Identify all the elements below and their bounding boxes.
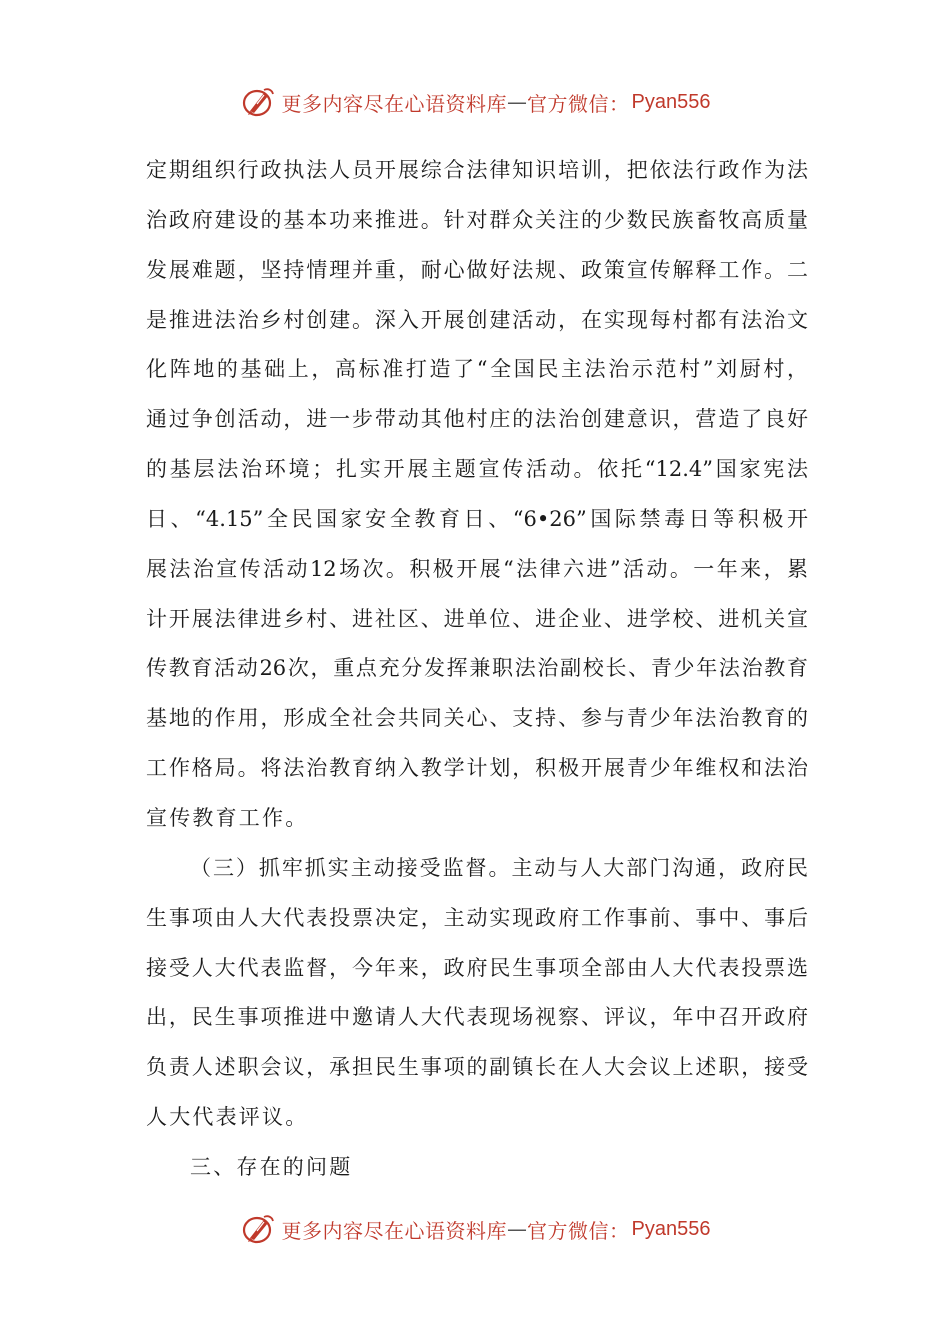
body-line: 通过争创活动，进一步带动其他村庄的法治创建意识，营造了良好 xyxy=(146,407,808,432)
body-line: 接受人大代表监督，今年来，政府民生事项全部由人大代表投票选 xyxy=(146,955,808,980)
body-line: 化阵地的基础上，高标准打造了“全国民主法治示范村”刘厨村， xyxy=(146,357,808,382)
body-line: 宣传教育工作。 xyxy=(146,805,309,830)
footer-wechat-id: Pyan556 xyxy=(631,1217,711,1240)
section-heading: 三、存在的问题 xyxy=(190,1154,353,1179)
body-line: 出，民生事项推进中邀请人大代表现场视察、评议，年中召开政府 xyxy=(146,1005,808,1030)
pen-nib-logo-icon xyxy=(240,1211,276,1247)
body-line: 的基层法治环境；扎实开展主题宣传活动。依托“12.4”国家宪法 xyxy=(146,457,808,482)
body-line: 定期组织行政执法人员开展综合法律知识培训，把依法行政作为法 xyxy=(146,158,808,182)
header-wechat-id: Pyan556 xyxy=(631,90,711,113)
body-line: 人大代表评议。 xyxy=(146,1105,309,1130)
body-line: 负责人述职会议，承担民生事项的副镇长在人大会议上述职，接受 xyxy=(146,1055,808,1080)
body-line: 基地的作用，形成全社会共同关心、支持、参与青少年法治教育的 xyxy=(146,706,808,731)
footer-banner-text: 更多内容尽在心语资料库 xyxy=(281,1218,508,1243)
body-line: 计开展法律进乡村、进社区、进单位、进企业、进学校、进机关宣 xyxy=(146,606,808,631)
header-banner-suffix: 官方微信： xyxy=(527,91,630,116)
body-line: 治政府建设的基本功来推进。针对群众关注的少数民族畜牧高质量 xyxy=(146,207,808,232)
body-line: 是推进法治乡村创建。深入开展创建活动，在实现每村都有法治文 xyxy=(146,307,808,332)
footer-banner xyxy=(0,1209,950,1249)
document-body xyxy=(146,146,808,1193)
body-line-section-heading: （三）抓牢抓实主动接受监督。主动与人大部门沟通，政府民 xyxy=(190,855,808,880)
header-banner-text: 更多内容尽在心语资料库 xyxy=(281,91,508,116)
footer-banner-dash: — xyxy=(507,1217,528,1241)
pen-nib-logo-icon xyxy=(240,84,276,120)
header-banner-dash: — xyxy=(507,90,528,114)
header-banner xyxy=(0,82,950,122)
body-line: 传教育活动26次，重点充分发挥兼职法治副校长、青少年法治教育 xyxy=(146,656,808,681)
body-line: 日、“4.15”全民国家安全教育日、“6•26”国际禁毒日等积极开 xyxy=(146,506,808,531)
body-line: 生事项由人大代表投票决定，主动实现政府工作事前、事中、事后 xyxy=(146,905,808,930)
footer-banner-suffix: 官方微信： xyxy=(527,1218,630,1243)
body-line: 工作格局。将法治教育纳入教学计划，积极开展青少年维权和法治 xyxy=(146,756,808,781)
body-line: 展法治宣传活动12场次。积极开展“法律六进”活动。一年来，累 xyxy=(146,556,808,581)
body-line: 发展难题，坚持情理并重，耐心做好法规、政策宣传解释工作。二 xyxy=(146,257,808,282)
